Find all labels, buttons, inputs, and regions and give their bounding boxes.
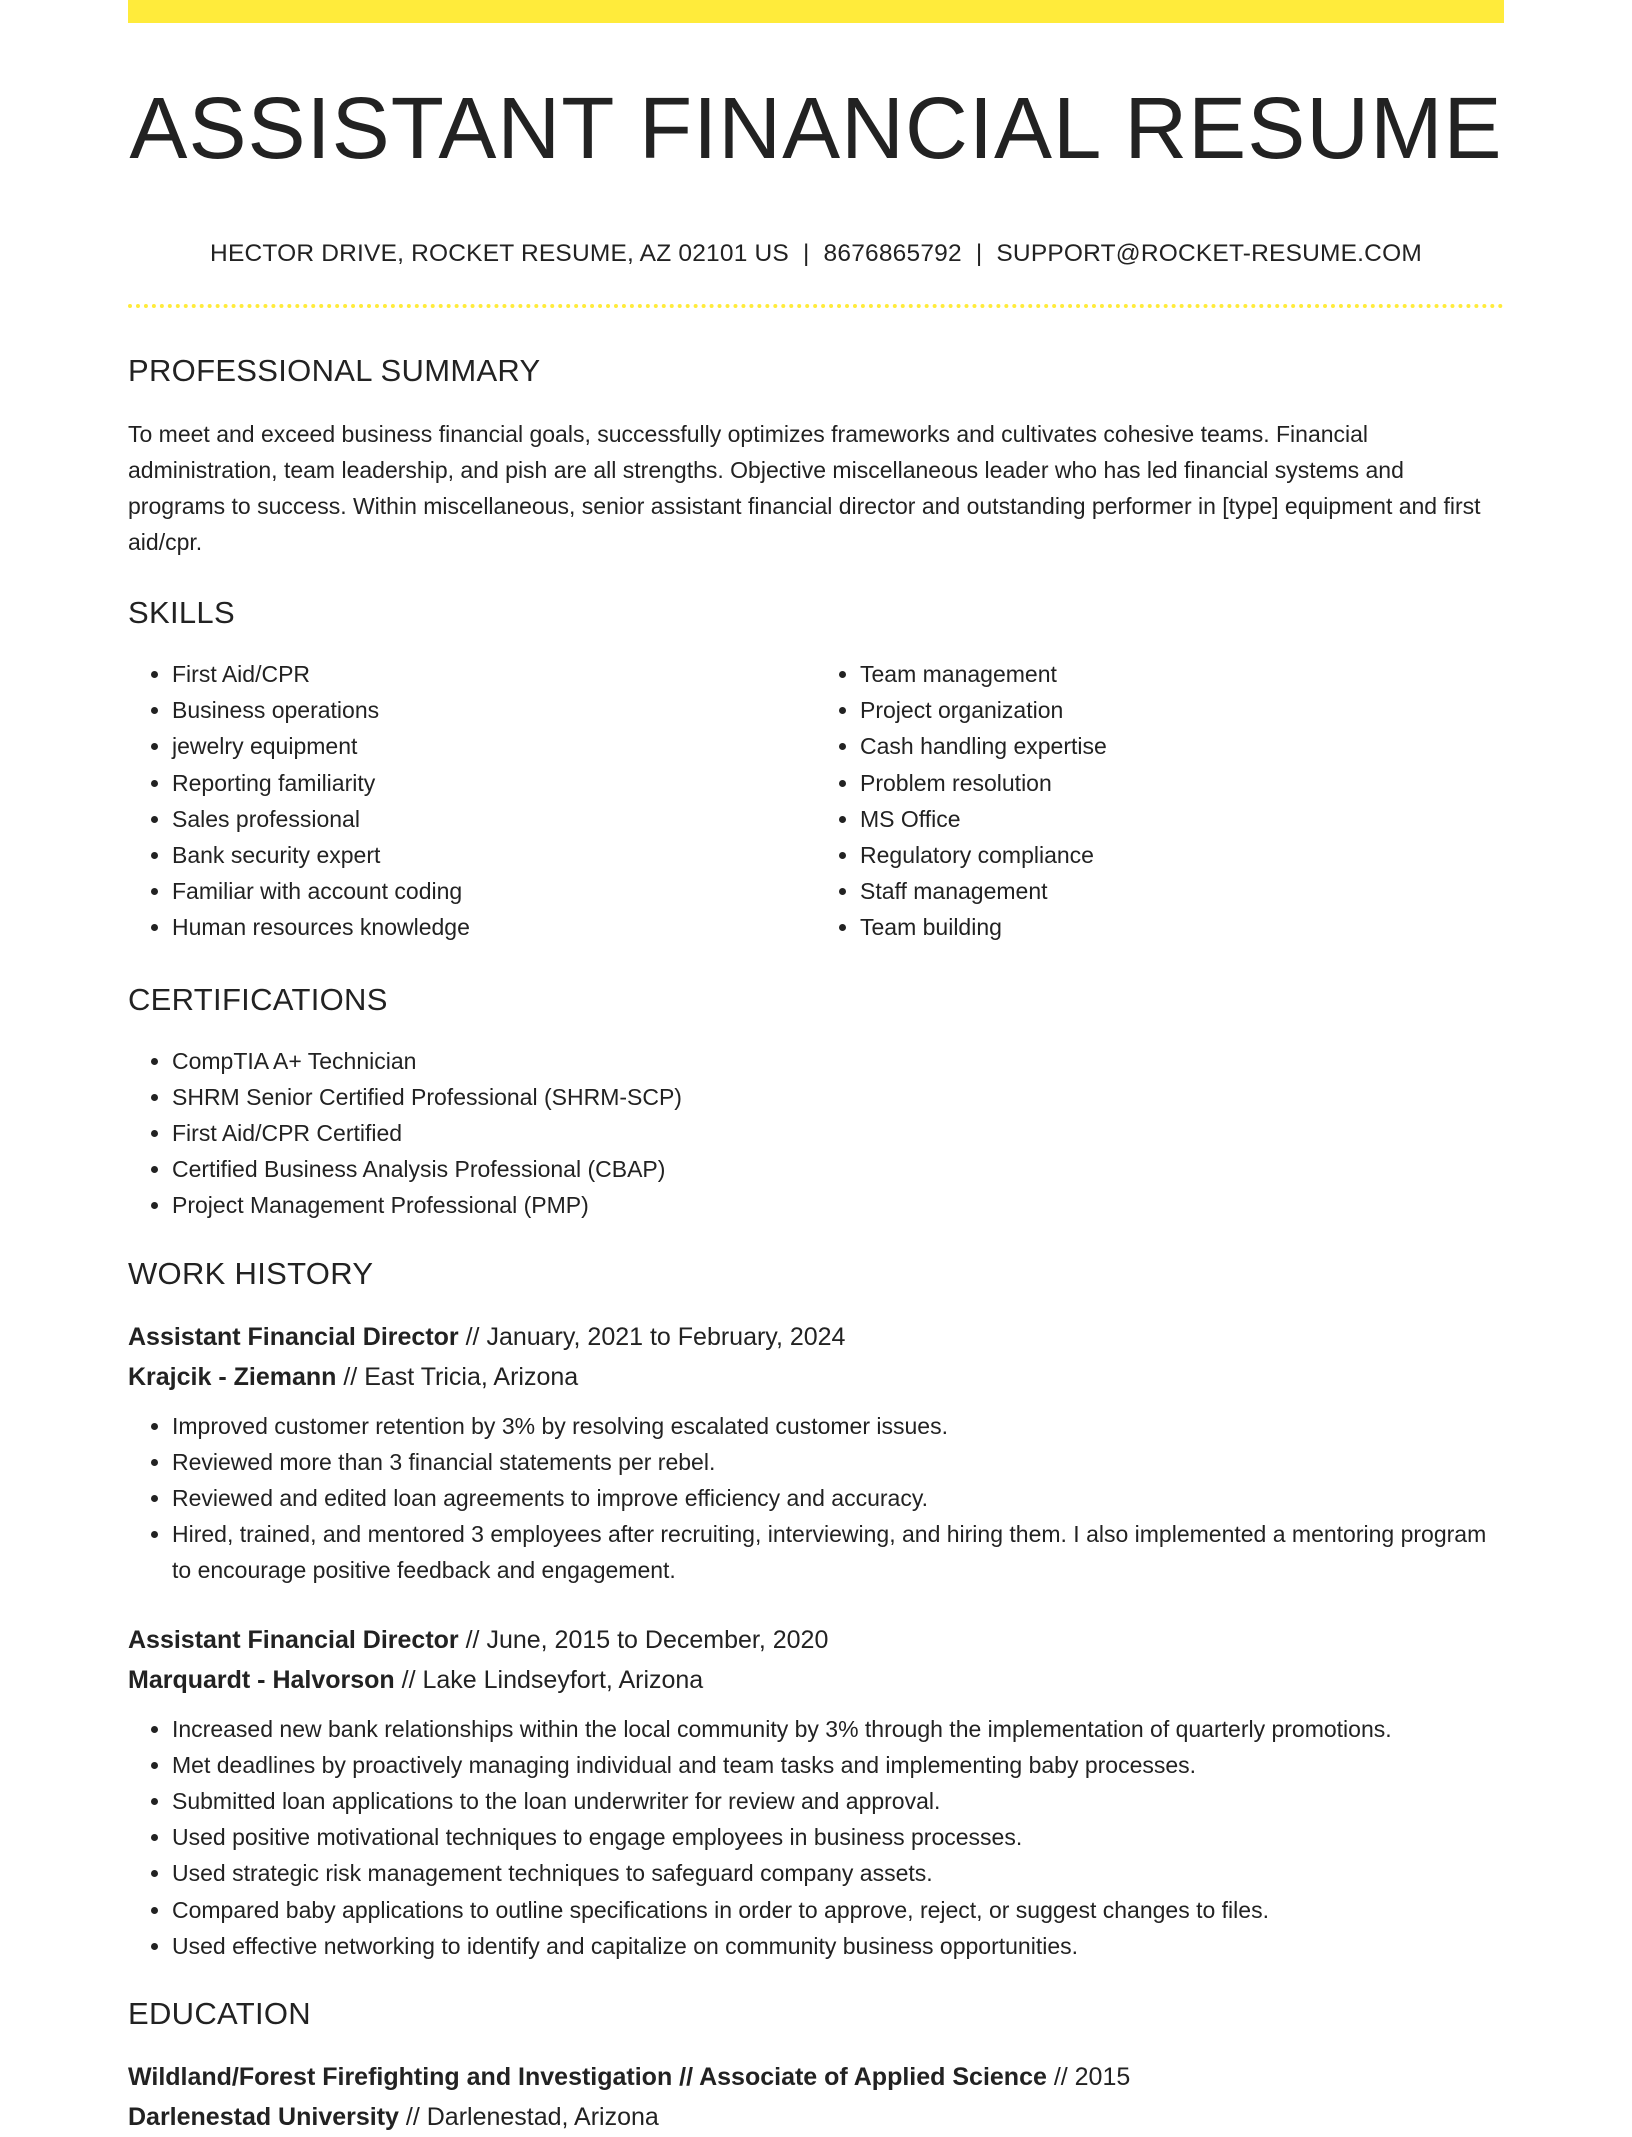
job-bullets (128, 1711, 1504, 1964)
job-bullet: • Submitted loan applications to the loan underwriter for review and approval. (172, 1783, 1504, 1819)
certification-item: • Certified Business Analysis Professional (CBAP) (172, 1151, 1504, 1187)
certification-item: • CompTIA A+ Technician (172, 1043, 1504, 1079)
job-bullet: • Used effective networking to identify and capitalize on community business opportunities. (172, 1928, 1504, 1964)
skill-item: • Team building (860, 909, 1504, 945)
contact-line (128, 240, 1504, 268)
job-bullet: • Reviewed more than 3 financial statements per rebel. (172, 1444, 1504, 1480)
job-bullet: • Improved customer retention by 3% by resolving escalated customer issues. (172, 1408, 1504, 1444)
job-location: // Lake Lindseyfort, Arizona (394, 1665, 704, 1694)
accent-top-bar (128, 0, 1504, 23)
contact-separator: | (975, 240, 983, 267)
job-title: Assistant Financial Director (128, 1322, 459, 1351)
skills-list-right (816, 656, 1504, 946)
contact-phone: 8676865792 (823, 240, 962, 267)
job-bullet: • Hired, trained, and mentored 3 employees after recruiting, interviewing, and hiring them. I also implemented a mentoring program to encourage positive feedback and engagement. (172, 1516, 1504, 1588)
skill-item: • Reporting familiarity (172, 765, 816, 801)
summary-heading: PROFESSIONAL SUMMARY (128, 353, 541, 388)
contact-email: SUPPORT@ROCKET-RESUME.COM (996, 240, 1422, 267)
job-bullet: • Reviewed and edited loan agreements to improve efficiency and accuracy. (172, 1480, 1504, 1516)
job-bullet: • Met deadlines by proactively managing individual and team tasks and implementing baby processes. (172, 1747, 1504, 1783)
skill-item: • Team management (860, 656, 1504, 692)
skill-item: • Human resources knowledge (172, 909, 816, 945)
job-company-line (128, 1357, 1504, 1397)
dotted-divider (128, 304, 1504, 308)
job-company: Krajcik - Ziemann (128, 1362, 337, 1391)
job-bullet: • Increased new bank relationships within the local community by 3% through the implementation of quarterly promotions. (172, 1711, 1504, 1747)
resume-title: ASSISTANT FINANCIAL RESUME (129, 80, 1503, 177)
skill-item: • Sales professional (172, 801, 816, 837)
certification-item: • SHRM Senior Certified Professional (SHRM-SCP) (172, 1079, 1504, 1115)
job-bullet: • Used strategic risk management techniques to safeguard company assets. (172, 1855, 1504, 1891)
skills-list-left (128, 656, 816, 946)
skill-item: • Cash handling expertise (860, 728, 1504, 764)
education-year: // 2015 (1046, 2063, 1131, 2092)
skill-item: • Bank security expert (172, 837, 816, 873)
job-company: Marquardt - Halvorson (128, 1665, 395, 1694)
skill-item: • Problem resolution (860, 765, 1504, 801)
skill-item: • jewelry equipment (172, 728, 816, 764)
contact-address: HECTOR DRIVE, ROCKET RESUME, AZ 02101 US (210, 240, 789, 267)
job-entry (128, 1317, 1504, 1589)
job-title: Assistant Financial Director (128, 1625, 459, 1654)
education-program-line (128, 2057, 1504, 2097)
job-bullet: • Compared baby applications to outline specifications in order to approve, reject, or suggest changes to files. (172, 1892, 1504, 1928)
skills-heading: SKILLS (128, 595, 235, 630)
education-location: // Darlenestad, Arizona (398, 2103, 659, 2132)
skill-item: • First Aid/CPR (172, 656, 816, 692)
skill-item: • Familiar with account coding (172, 873, 816, 909)
resume-page (128, 0, 1504, 2137)
skill-item: • Staff management (860, 873, 1504, 909)
job-title-line (128, 1620, 1504, 1660)
job-bullets (128, 1408, 1504, 1589)
job-location: // East Tricia, Arizona (336, 1362, 579, 1391)
education-program: Wildland/Forest Firefighting and Investigation // Associate of Applied Science (128, 2063, 1047, 2092)
job-bullet: • Used positive motivational techniques to engage employees in business processes. (172, 1819, 1504, 1855)
job-dates: // June, 2015 to December, 2020 (458, 1625, 829, 1654)
certification-item: • Project Management Professional (PMP) (172, 1187, 1504, 1223)
certifications-heading: CERTIFICATIONS (128, 981, 388, 1017)
skill-item: • Business operations (172, 692, 816, 728)
skills-columns (128, 656, 1504, 946)
job-company-line (128, 1660, 1504, 1700)
certifications-list (128, 1043, 1504, 1224)
job-dates: // January, 2021 to February, 2024 (458, 1322, 846, 1351)
work-history-heading: WORK HISTORY (128, 1255, 374, 1291)
job-title-line (128, 1317, 1504, 1357)
education-school: Darlenestad University (128, 2103, 399, 2132)
education-heading: EDUCATION (128, 1996, 311, 2032)
education-school-line (128, 2097, 1504, 2137)
skill-item: • MS Office (860, 801, 1504, 837)
skill-item: • Project organization (860, 692, 1504, 728)
certification-item: • First Aid/CPR Certified (172, 1115, 1504, 1151)
contact-separator: | (802, 240, 810, 267)
skill-item: • Regulatory compliance (860, 837, 1504, 873)
summary-text: To meet and exceed business financial goals, successfully optimizes frameworks and cultivates cohesive teams. Financial administration, team leadership, and pish are all strengths. Objective miscellaneous leader who has led financial systems and programs to success. Within miscellaneous, senior assistant financial director and outstanding performer in [type] equipment and first aid/cpr. (128, 421, 1481, 555)
job-entry (128, 1620, 1504, 1964)
